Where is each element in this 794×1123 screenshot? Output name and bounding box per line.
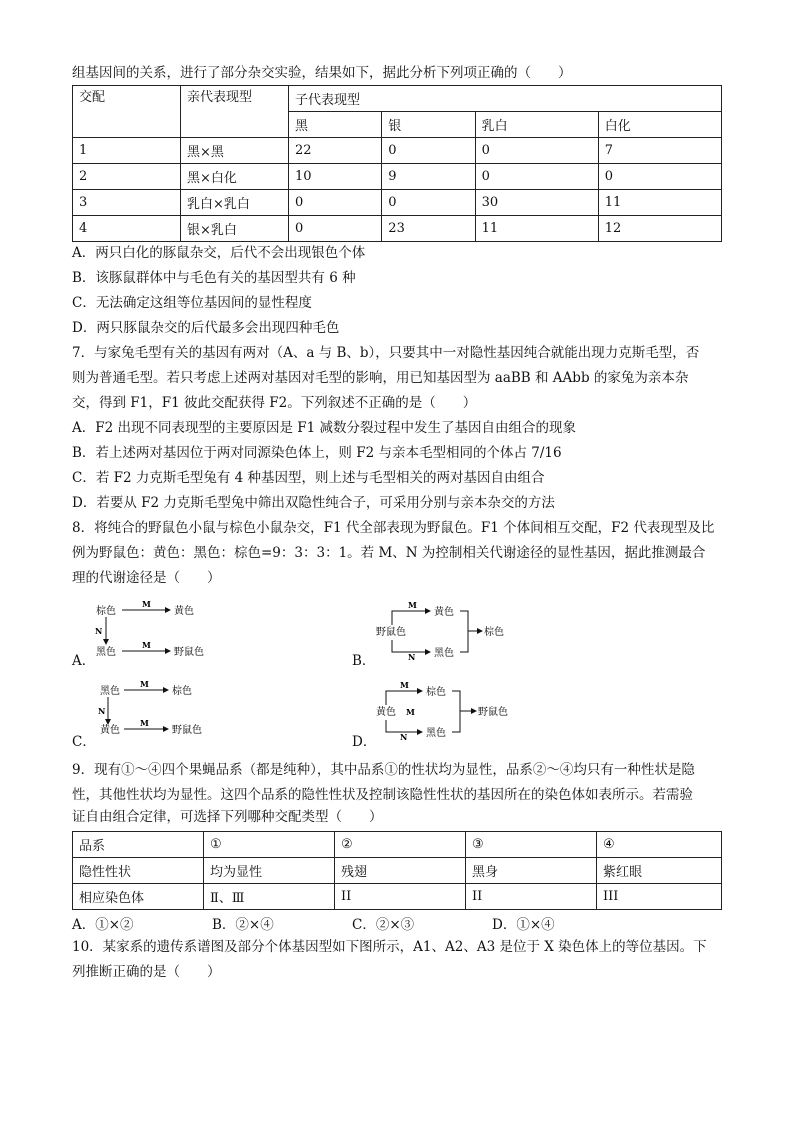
diagram-node: 黑色 [426, 728, 446, 739]
cell: 11 [598, 190, 721, 216]
q8-stem-3: 理的代谢途径是（ ） [72, 570, 221, 586]
cell: II [335, 884, 466, 910]
cell: 相应染色体 [73, 884, 204, 910]
q9-stem-3: 证自由组合定律，可选择下列哪种交配类型（ ） [72, 809, 383, 825]
diagram-node: 黄色 [100, 725, 120, 736]
cell: 0 [598, 164, 721, 190]
q8-option-b-label: B． [352, 653, 376, 669]
cell: ② [335, 832, 466, 858]
q9-option-d: D．①×④ [492, 917, 555, 933]
q8-option-d-label: D． [352, 734, 377, 750]
header-cream: 乳白 [475, 112, 598, 138]
diagram-node: 野鼠色 [172, 725, 202, 736]
cell: 10 [289, 164, 382, 190]
cell: 黑×黑 [181, 138, 289, 164]
q7-stem-3: 交，得到 F1，F1 彼此交配获得 F2。下列叙述不正确的是（ ） [72, 395, 477, 411]
cell: 12 [598, 216, 721, 242]
q9-strain-table [72, 831, 722, 910]
pathway-diagram-d [372, 680, 522, 742]
gene-label: N [95, 626, 103, 636]
q7-option-b: B．若上述两对基因位于两对同源染色体上，则 F2 与亲本毛型相同的个体占 7/16 [72, 445, 562, 461]
q7-option-c: C．若 F2 力克斯毛型兔有 4 种基因型，则上述与毛型相关的两对基因自由组合 [72, 470, 545, 486]
cell: Ⅱ、Ⅲ [204, 884, 335, 910]
gene-label: M [140, 680, 149, 689]
gene-label: M [408, 600, 417, 610]
diagram-node: 野鼠色 [174, 647, 204, 658]
cell: III [597, 884, 722, 910]
gene-label: N [98, 706, 106, 716]
header-parents: 亲代表现型 [181, 86, 289, 138]
diagram-node: 棕色 [96, 606, 116, 617]
cell: ③ [466, 832, 597, 858]
cell: 9 [382, 164, 475, 190]
table-row [73, 138, 722, 164]
cell: 银×乳白 [181, 216, 289, 242]
cell: 黑×白化 [181, 164, 289, 190]
diagram-node: 黄色 [376, 707, 396, 718]
cell: ④ [597, 832, 722, 858]
diagram-node: 黄色 [434, 607, 454, 618]
cell: 0 [382, 190, 475, 216]
table-row [73, 164, 722, 190]
q8-stem-2: 例为野鼠色：黄色：黑色：棕色=9：3：3：1。若 M、N 为控制相关代谢途径的显性基因，据此推测最合 [72, 545, 706, 561]
cell: 1 [73, 138, 181, 164]
table-row [73, 884, 722, 910]
diagram-node: 棕色 [172, 686, 192, 697]
diagram-node: 野鼠色 [376, 627, 406, 638]
cell: 乳白×乳白 [181, 190, 289, 216]
header-albino: 白化 [598, 112, 721, 138]
q6-option-a: A．两只白化的豚鼠杂交，后代不会出现银色个体 [72, 245, 366, 261]
cell: 22 [289, 138, 382, 164]
table-row [73, 832, 722, 858]
cell: 30 [475, 190, 598, 216]
cell: 2 [73, 164, 181, 190]
q7-option-a: A．F2 出现不同表现型的主要原因是 F1 减数分裂过程中发生了基因自由组合的现象 [72, 420, 577, 436]
q7-stem-1: 7．与家兔毛型有关的基因有两对（A、a 与 B、b），只要其中一对隐性基因纯合就能出现力克斯毛型，否 [72, 345, 700, 361]
q6-option-d: D．两只豚鼠杂交的后代最多会出现四种毛色 [72, 320, 340, 336]
cell: 黑身 [466, 858, 597, 884]
diagram-node: 野鼠色 [478, 707, 508, 718]
gene-label: M [142, 600, 151, 609]
cell: 11 [475, 216, 598, 242]
cell: 紫红眼 [597, 858, 722, 884]
cell: 残翅 [335, 858, 466, 884]
q6-option-c: C．无法确定这组等位基因间的显性程度 [72, 295, 312, 311]
q7-stem-2: 则为普通毛型。若只考虑上述两对基因对毛型的影响，用已知基因型为 aaBB 和 AAbb 的家兔为亲本杂 [72, 370, 689, 386]
q9-stem-2: 性，其他性状均为显性。这四个品系的隐性性状及控制该隐性性状的基因所在的染色体如表所示。若需验 [72, 787, 693, 803]
header-silver: 银 [382, 112, 475, 138]
q9-option-b: B．②×④ [212, 917, 274, 933]
table-row [73, 858, 722, 884]
gene-label: M [406, 707, 415, 717]
cell: 隐性性状 [73, 858, 204, 884]
cell: 均为显性 [204, 858, 335, 884]
cell: 0 [475, 164, 598, 190]
q10-stem-1: 10．某家系的遗传系谱图及部分个体基因型如下图所示，A1、A2、A3 是位于 X 染色体上的等位基因。下 [72, 939, 707, 955]
header-black: 黑 [289, 112, 382, 138]
q6-cross-table [72, 85, 722, 242]
q9-stem-1: 9．现有①～④四个果蝇品系（都是纯种），其中品系①的性状均为显性，品系②～④均只有一种性状是隐 [72, 762, 695, 778]
diagram-node: 黑色 [434, 648, 454, 659]
diagram-node: 棕色 [484, 627, 504, 638]
cell: 7 [598, 138, 721, 164]
cell: 品系 [73, 832, 204, 858]
table-row [73, 190, 722, 216]
q6-intro: 组基因间的关系，进行了部分杂交实验，结果如下，据此分析下列项正确的（ ） [72, 65, 572, 81]
pathway-diagram-c [92, 680, 212, 742]
header-cross: 交配 [73, 86, 181, 138]
gene-label: M [400, 680, 409, 690]
header-offspring: 子代表现型 [289, 86, 722, 112]
table-row [73, 216, 722, 242]
cell: 0 [475, 138, 598, 164]
q9-option-a: A．①×② [72, 917, 134, 933]
cell: II [466, 884, 597, 910]
diagram-node: 棕色 [426, 687, 446, 698]
pathway-diagram-a [92, 600, 212, 662]
q8-option-a-label: A． [72, 653, 96, 669]
q6-option-b: B．该豚鼠群体中与毛色有关的基因型共有 6 种 [72, 270, 356, 286]
cell: 3 [73, 190, 181, 216]
q7-option-d: D．若要从 F2 力克斯毛型兔中筛出双隐性纯合子，可采用分别与亲本杂交的方法 [72, 495, 555, 511]
diagram-node: 黑色 [96, 647, 116, 658]
q10-stem-2: 列推断正确的是（ ） [72, 964, 221, 980]
cell: ① [204, 832, 335, 858]
pathway-diagram-b [372, 600, 522, 662]
q8-stem-1: 8．将纯合的野鼠色小鼠与棕色小鼠杂交，F1 代全部表现为野鼠色。F1 个体间相互交配，F2 代表现型及比 [72, 520, 715, 536]
gene-label: N [400, 732, 408, 742]
cell: 4 [73, 216, 181, 242]
cell: 0 [289, 190, 382, 216]
diagram-node: 黄色 [174, 606, 194, 617]
cell: 0 [382, 138, 475, 164]
gene-label: M [140, 718, 149, 728]
q9-option-c: C．②×③ [352, 917, 415, 933]
gene-label: N [408, 652, 416, 662]
cell: 0 [289, 216, 382, 242]
diagram-node: 黑色 [100, 686, 120, 697]
cell: 23 [382, 216, 475, 242]
q8-option-c-label: C． [72, 734, 96, 750]
gene-label: M [142, 640, 151, 650]
